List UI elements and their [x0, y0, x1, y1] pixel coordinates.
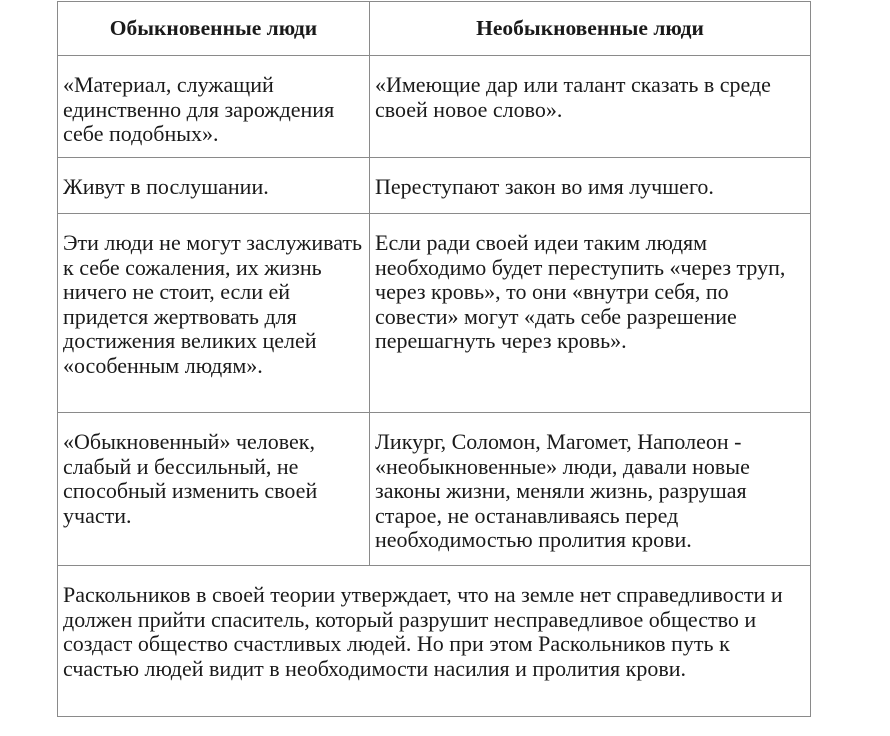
ordinary-cell: «Обыкновенный» человек, слабый и бессильный, не способный изменить своей участи. — [58, 413, 370, 566]
conclusion-row — [58, 566, 811, 717]
header-ordinary-people: Обыкновенные люди — [58, 2, 370, 56]
ordinary-cell: Эти люди не могут заслуживать к себе сожаления, их жизнь ничего не стоит, если ей придется жертвовать для достижения великих целей «особенным людям». — [58, 214, 370, 413]
extraordinary-cell: Переступают закон во имя лучшего. — [370, 158, 811, 214]
table-row — [58, 214, 811, 413]
header-extraordinary-people: Необыкновенные люди — [370, 2, 811, 56]
comparison-table — [57, 1, 811, 717]
table-row — [58, 413, 811, 566]
extraordinary-cell: Если ради своей идеи таким людям необходимо будет переступить «через труп, через кровь», то они «внутри себя, по совести» могут «дать себе разрешение перешагнуть через кровь». — [370, 214, 811, 413]
extraordinary-cell: Ликург, Соломон, Магомет, Наполеон - «необыкновенные» люди, давали новые законы жизни, меняли жизнь, разрушая старое, не останавливаясь перед необходимостью пролития крови. — [370, 413, 811, 566]
extraordinary-cell: «Имеющие дар или талант сказать в среде своей новое слово». — [370, 56, 811, 158]
table-row — [58, 158, 811, 214]
table-row — [58, 56, 811, 158]
ordinary-cell: «Материал, служащий единственно для зарождения себе подобных». — [58, 56, 370, 158]
ordinary-cell: Живут в послушании. — [58, 158, 370, 214]
table-header-row — [58, 2, 811, 56]
conclusion-cell: Раскольников в своей теории утверждает, что на земле нет справедливости и должен прийти спаситель, который разрушит несправедливое общество и создаст общество счастливых людей. Но при этом Раскольников путь к счастью людей видит в необходимости насилия и пролития крови. — [58, 566, 811, 717]
